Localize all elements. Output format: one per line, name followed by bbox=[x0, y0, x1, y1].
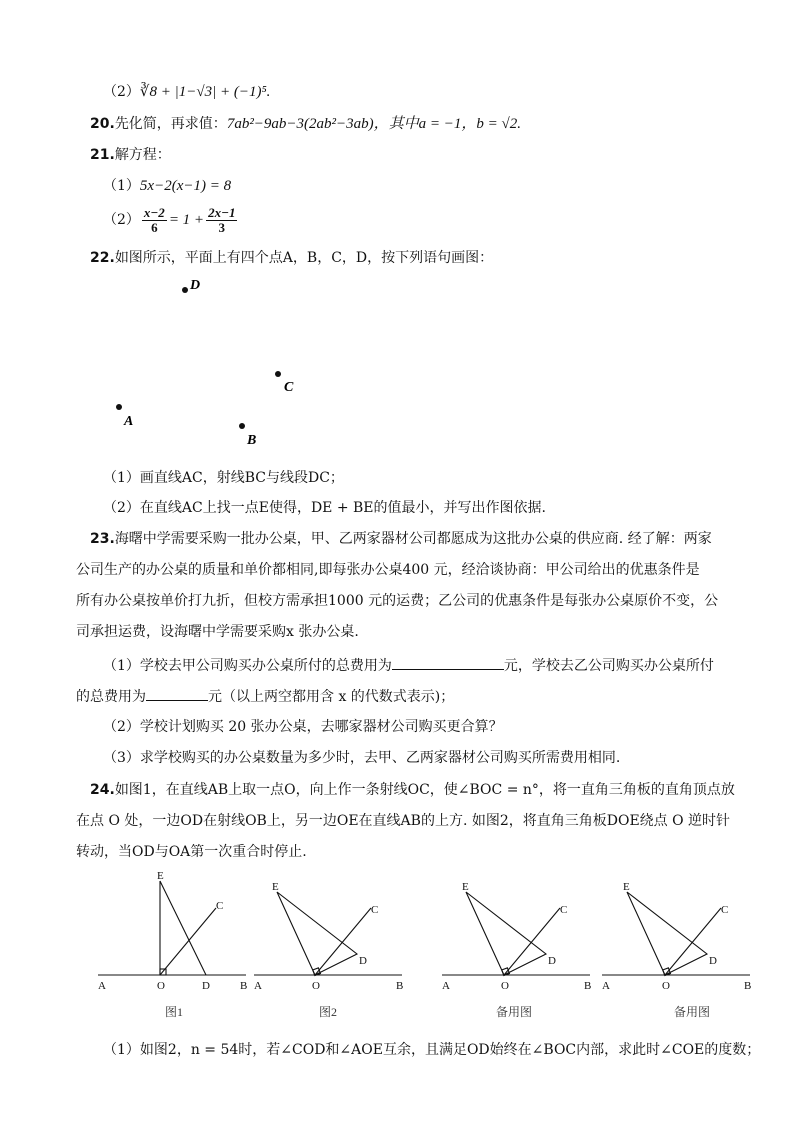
q23-number: 23. bbox=[90, 531, 115, 547]
q22-points-figure bbox=[0, 0, 794, 470]
q21-number: 21. bbox=[90, 147, 115, 163]
fraction-left-numerator: x−2 bbox=[143, 204, 165, 220]
q19-part2-label: （2） bbox=[103, 84, 140, 100]
q20-condition: ，其中a = −1，b = √2. bbox=[373, 116, 522, 132]
fig1-label-O: O bbox=[157, 980, 165, 992]
answer-blank-2[interactable] bbox=[146, 686, 208, 701]
fig1-label-D: D bbox=[202, 980, 210, 992]
fig2-label-O: O bbox=[312, 980, 320, 992]
q23-text-1: 海曙中学需要采购一批办公桌，甲、乙两家器材公司都愿成为这批办公桌的供应商. 经了解：两家 bbox=[114, 531, 712, 547]
q21-part1-label: （1） bbox=[103, 178, 140, 194]
q24-line3: 转动，当OD与OA第一次重合时停止. bbox=[76, 844, 307, 860]
label-A: A bbox=[124, 414, 134, 429]
fig1-label-E: E bbox=[157, 870, 164, 882]
q23-line4: 司承担运费，设海曙中学需要采购x 张办公桌. bbox=[76, 624, 359, 640]
caption-fig2: 图2 bbox=[319, 1005, 338, 1019]
q20-number: 20. bbox=[90, 116, 115, 132]
q23-part1-text-d: 元（以上两空都用含 x 的代数式表示)； bbox=[208, 689, 455, 705]
point-A bbox=[116, 404, 122, 410]
fig2-triangle-DOE bbox=[277, 892, 357, 975]
label-D: D bbox=[190, 278, 201, 293]
fig2-right-angle bbox=[313, 968, 321, 976]
label-C: C bbox=[284, 380, 294, 395]
q21-part1-equation: 5x−2(x−1) = 8 bbox=[139, 178, 232, 194]
fraction-right-numerator: 2x−1 bbox=[208, 204, 236, 220]
fig2-label-E: E bbox=[272, 881, 279, 893]
spare1-label-E: E bbox=[462, 881, 469, 893]
q23-line1 bbox=[90, 529, 712, 549]
q23-part1-text-a: （1）学校去甲公司购买办公桌所付的总费用为 bbox=[103, 658, 392, 674]
q23-line2: 公司生产的办公桌的质量和单价都相同,即每张办公桌400 元，经洽谈协商：甲公司给出的优惠条件是 bbox=[76, 562, 700, 578]
q22-number: 22. bbox=[90, 250, 115, 266]
spare2-label-E: E bbox=[623, 881, 630, 893]
q23-line3: 所有办公桌按单价打九折，但校方需承担1000 元的运费；乙公司的优惠条件是每张办公桌原价不变，公 bbox=[76, 593, 719, 609]
spare2-label-B: B bbox=[744, 980, 752, 992]
fig1-label-C: C bbox=[216, 900, 224, 912]
spare2-triangle-DOE bbox=[627, 892, 707, 975]
q20-expression: 7ab²−9ab−3(2ab²−3ab) bbox=[226, 116, 374, 132]
caption-spare1: 备用图 bbox=[496, 1005, 533, 1019]
spare1-label-D: D bbox=[548, 955, 556, 967]
fig2-label-A: A bbox=[254, 980, 262, 992]
q21-part2-label: （2） bbox=[103, 212, 140, 228]
q24-line1 bbox=[90, 780, 735, 800]
spare2-right-angle bbox=[663, 968, 671, 976]
point-C bbox=[275, 371, 281, 377]
spare1-label-C: C bbox=[560, 904, 568, 916]
q23-part1-cont bbox=[76, 686, 454, 707]
q23-part3: （3）求学校购买的办公桌数量为多少时，去甲、乙两家器材公司购买所需费用相同. bbox=[103, 750, 621, 766]
q23-part1-text-b: 元，学校去乙公司购买办公桌所付 bbox=[503, 658, 714, 674]
q24-figures bbox=[0, 865, 794, 1030]
q23-part2: （2）学校计划购买 20 张办公桌，去哪家器材公司购买更合算？ bbox=[103, 719, 503, 735]
q22-part2: （2）在直线AC上找一点E使得，DE + BE的值最小，并写出作图依据. bbox=[103, 500, 546, 516]
spare2-label-A: A bbox=[602, 980, 610, 992]
q24-part1: （1）如图2，n = 54时，若∠COD和∠AOE互余，且满足OD始终在∠BOC内部，求此时∠COE的度数； bbox=[103, 1042, 761, 1058]
answer-blank-1[interactable] bbox=[392, 655, 504, 670]
fraction-left-denominator: 6 bbox=[151, 219, 158, 235]
q23-part1 bbox=[103, 655, 714, 676]
spare2-label-C: C bbox=[721, 904, 729, 916]
point-D bbox=[182, 287, 188, 293]
spare2-label-D: D bbox=[709, 955, 717, 967]
caption-fig1: 图1 bbox=[165, 1005, 184, 1019]
q23-part1-text-c: 的总费用为 bbox=[76, 689, 146, 705]
fig2-label-B: B bbox=[396, 980, 404, 992]
q19-part2-expression: ∛8 + |1−√3| + (−1)⁵. bbox=[139, 84, 271, 100]
fig1-ray-OC bbox=[160, 908, 216, 975]
q21-part2-middle: = 1 + bbox=[168, 212, 205, 228]
spare1-label-O: O bbox=[501, 980, 509, 992]
q24-number: 24. bbox=[90, 782, 115, 798]
fraction-right-denominator: 3 bbox=[218, 219, 225, 235]
spare1-label-B: B bbox=[584, 980, 592, 992]
q20-text: 先化简，再求值： bbox=[114, 116, 227, 132]
spare2-label-O: O bbox=[662, 980, 670, 992]
spare1-right-angle bbox=[502, 968, 510, 976]
label-B: B bbox=[247, 433, 257, 448]
q22-part1: （1）画直线AC，射线BC与线段DC； bbox=[103, 470, 344, 486]
caption-spare2: 备用图 bbox=[674, 1005, 711, 1019]
q24-text-1: 如图1，在直线AB上取一点O，向上作一条射线OC，使∠BOC = n°，将一直角三角板的直角顶点放 bbox=[114, 782, 735, 798]
fig2-label-C: C bbox=[371, 904, 379, 916]
q22-text: 如图所示，平面上有四个点A，B，C，D，按下列语句画图： bbox=[114, 250, 494, 266]
q24-line2: 在点 O 处，一边OD在射线OB上，另一边OE在直线AB的上方. 如图2，将直角三角板DOE绕点 O 逆时针 bbox=[76, 813, 731, 829]
spare1-triangle-DOE bbox=[466, 892, 546, 975]
point-B bbox=[239, 423, 245, 429]
fig1-label-A: A bbox=[98, 980, 106, 992]
fig1-label-B: B bbox=[240, 980, 248, 992]
fig2-label-D: D bbox=[359, 955, 367, 967]
q21-text: 解方程： bbox=[114, 147, 171, 163]
spare1-label-A: A bbox=[442, 980, 450, 992]
